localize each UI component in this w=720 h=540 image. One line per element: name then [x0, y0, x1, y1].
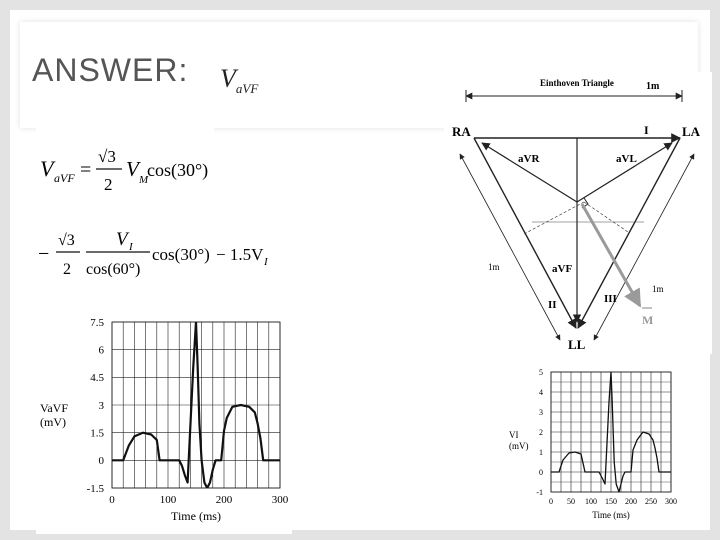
avl-lead-line — [577, 143, 672, 202]
avl-label: aVL — [616, 153, 637, 165]
x-tick-label: 300 — [271, 494, 289, 506]
avf-chart — [36, 302, 292, 534]
eq2-frac-den: cos(60°) — [86, 261, 141, 278]
la-label: LA — [682, 124, 701, 139]
lead-iii-line — [578, 138, 680, 328]
y-tick-label: 7.5 — [90, 316, 104, 329]
vi-chart-svg — [505, 362, 683, 526]
vi-chart — [505, 362, 683, 526]
y-tick-label: 4 — [539, 387, 543, 397]
y-tick-label: 1.5 — [90, 427, 104, 440]
answer-variable: $V_{aVF}$ — [220, 64, 259, 97]
y-tick-label: 2 — [539, 427, 543, 437]
x-tick-label: 150 — [605, 497, 617, 506]
eq1-rhs-v: V — [126, 157, 139, 181]
eq2-coef-den: 2 — [63, 261, 71, 278]
x-tick-label: 0 — [549, 497, 553, 506]
einthoven-triangle-diagram — [444, 72, 712, 354]
x-tick-label: 250 — [645, 497, 657, 506]
eq2-trig: cos(30°) — [152, 245, 210, 264]
ra-label: RA — [452, 124, 471, 139]
ll-label: LL — [568, 337, 586, 352]
eq1-coef-num: √3 — [98, 147, 116, 166]
equation-2 — [36, 218, 282, 298]
eq2-frac-num: V — [116, 229, 128, 250]
y-tick-label: 0 — [539, 467, 543, 477]
avf-chart-svg — [36, 302, 292, 534]
projection-line-1 — [524, 202, 584, 234]
y-tick-label: 6 — [98, 344, 104, 357]
avr-lead-line — [482, 143, 577, 202]
top-length: 1m — [646, 81, 660, 92]
lead-ii-label: II — [548, 299, 557, 311]
equation-1 — [36, 128, 214, 216]
y-tick-label: 1 — [539, 447, 543, 457]
lead-i-label: I — [644, 123, 649, 137]
m-vector — [582, 204, 640, 306]
right-length: 1m — [652, 284, 664, 294]
avf-label: aVF — [552, 263, 573, 275]
eq2-tail-sub: I — [264, 256, 268, 268]
eq1-lhs-sub: aVF — [54, 171, 75, 185]
eq1-lhs: V — [40, 156, 54, 181]
eq2-frac-num-sub: I — [129, 241, 133, 253]
y-axis-label: VaVF — [40, 401, 69, 415]
eq1-op: = — [80, 159, 92, 181]
m-label: M — [642, 313, 654, 327]
y-tick-label: 0 — [98, 455, 104, 468]
x-tick-label: 300 — [665, 497, 677, 506]
x-tick-label: 200 — [215, 494, 233, 506]
x-axis-label: Time (ms) — [171, 509, 221, 523]
y-tick-label: 3 — [98, 399, 104, 412]
y-tick-label: 4.5 — [90, 372, 104, 385]
answer-label: ANSWER: — [32, 52, 189, 88]
x-tick-label: 200 — [625, 497, 637, 506]
lead-iii-label: III — [604, 293, 617, 305]
eq1-rhs-sub: M — [139, 174, 149, 186]
y-axis-label: VI — [509, 430, 519, 440]
y-tick-label: -1.5 — [86, 482, 104, 495]
eq2-tail: − 1.5V — [216, 245, 264, 264]
eq1-coef-den: 2 — [104, 175, 113, 194]
y-tick-label: 3 — [539, 407, 543, 417]
avr-label: aVR — [518, 153, 540, 165]
x-tick-label: 100 — [585, 497, 597, 506]
left-length: 1m — [488, 262, 500, 272]
y-tick-label: 5 — [539, 367, 543, 377]
x-axis-label: Time (ms) — [592, 510, 630, 520]
triangle-title: Einthoven Triangle — [540, 78, 614, 88]
x-tick-label: 50 — [567, 497, 575, 506]
eq1-trig: cos(30°) — [147, 160, 209, 180]
y-axis-unit-label: (mV) — [40, 415, 66, 429]
lead-ii-line — [474, 138, 576, 328]
y-tick-label: -1 — [536, 487, 543, 497]
eq2-coef-num: √3 — [58, 232, 75, 249]
x-tick-label: 0 — [109, 494, 115, 506]
eq2-sign: − — [38, 243, 50, 265]
y-axis-unit-label: (mV) — [509, 441, 529, 451]
x-tick-label: 100 — [159, 494, 177, 506]
